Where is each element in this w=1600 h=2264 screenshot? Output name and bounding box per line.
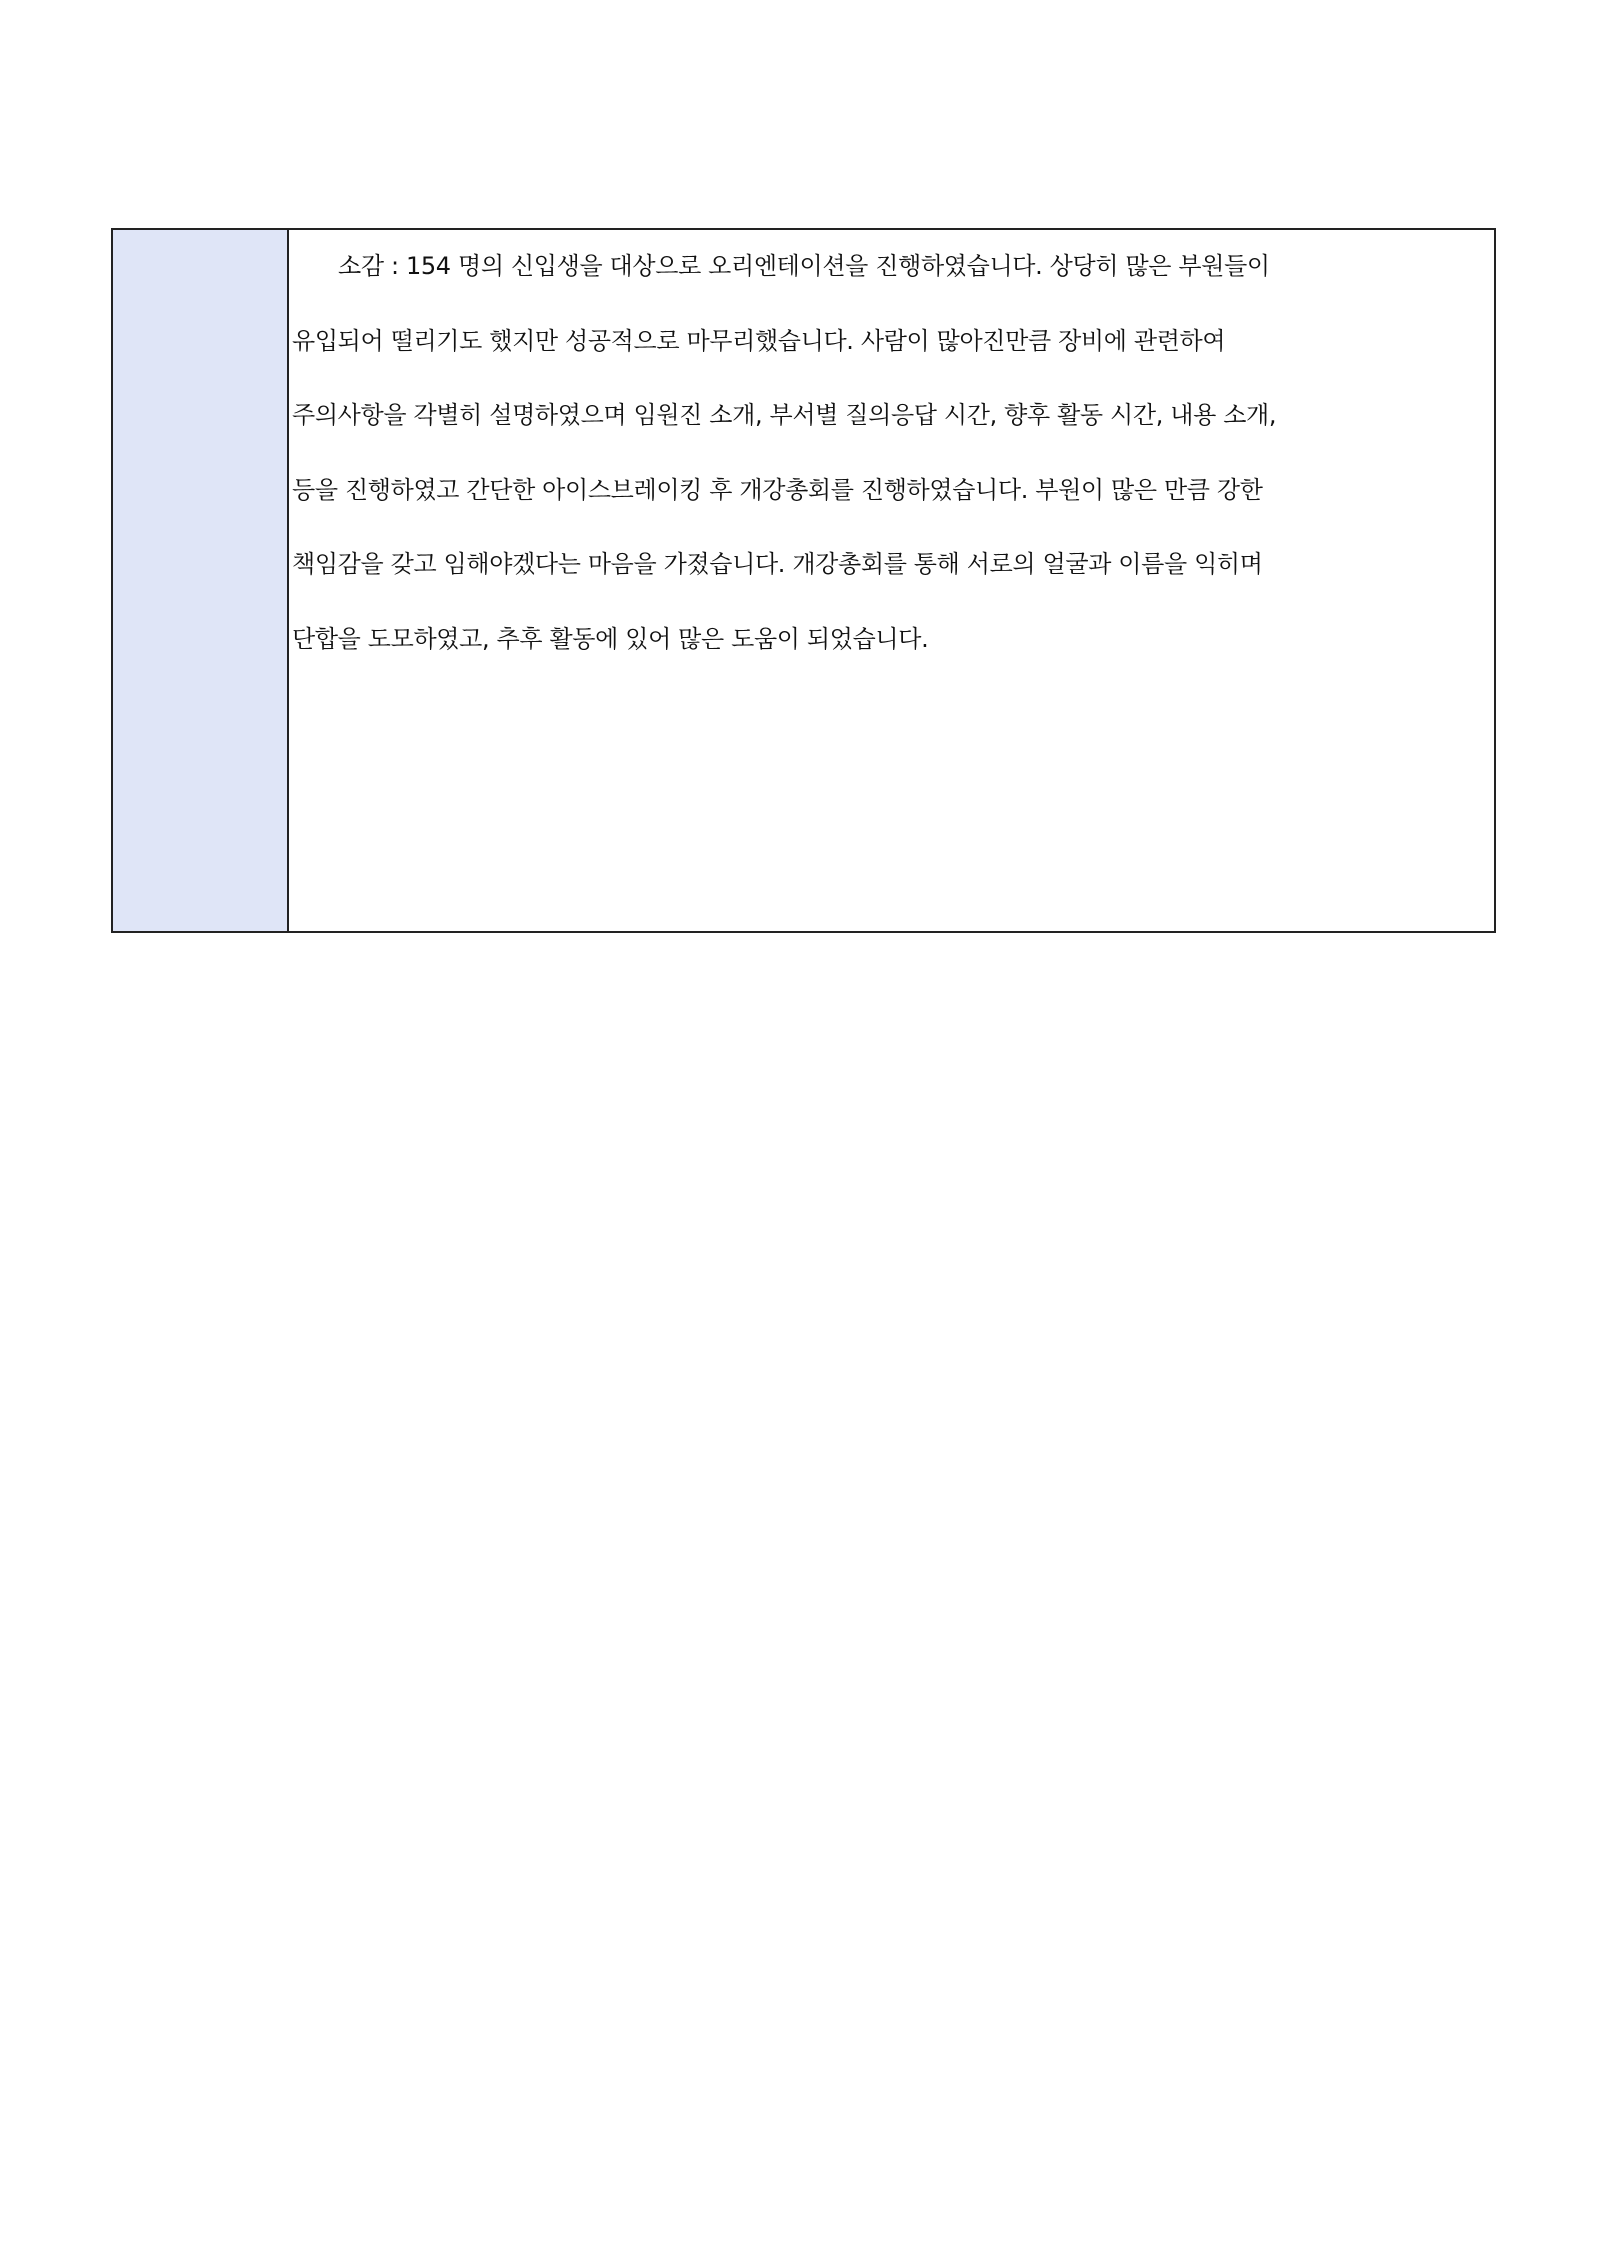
impression-line-3: 주의사항을 각별히 설명하였으며 임원진 소개, 부서별 질의응답 시간, 향후 활동 시간, 내용 소개, bbox=[292, 401, 1277, 429]
impression-line-5: 책임감을 갖고 임해야겠다는 마음을 가졌습니다. 개강총회를 통해 서로의 얼굴과 이름을 익히며 bbox=[292, 550, 1263, 578]
impression-line-6: 단합을 도모하였고, 추후 활동에 있어 많은 도움이 되었습니다. bbox=[292, 624, 929, 653]
impression-line-2: 유입되어 떨리기도 했지만 성공적으로 마무리했습니다. 사람이 많아진만큼 장비에 관련하여 bbox=[292, 326, 1226, 355]
impression-cell bbox=[289, 230, 1494, 931]
impression-line-1: 소감 : 154 명의 신입생을 대상으로 오리엔테이션을 진행하였습니다. 상당히 많은 부원들이 bbox=[338, 252, 1270, 280]
report-table bbox=[111, 228, 1496, 933]
label-cell bbox=[113, 230, 289, 931]
impression-line-4: 등을 진행하였고 간단한 아이스브레이킹 후 개강총회를 진행하였습니다. 부원이 많은 만큼 강한 bbox=[292, 475, 1263, 504]
